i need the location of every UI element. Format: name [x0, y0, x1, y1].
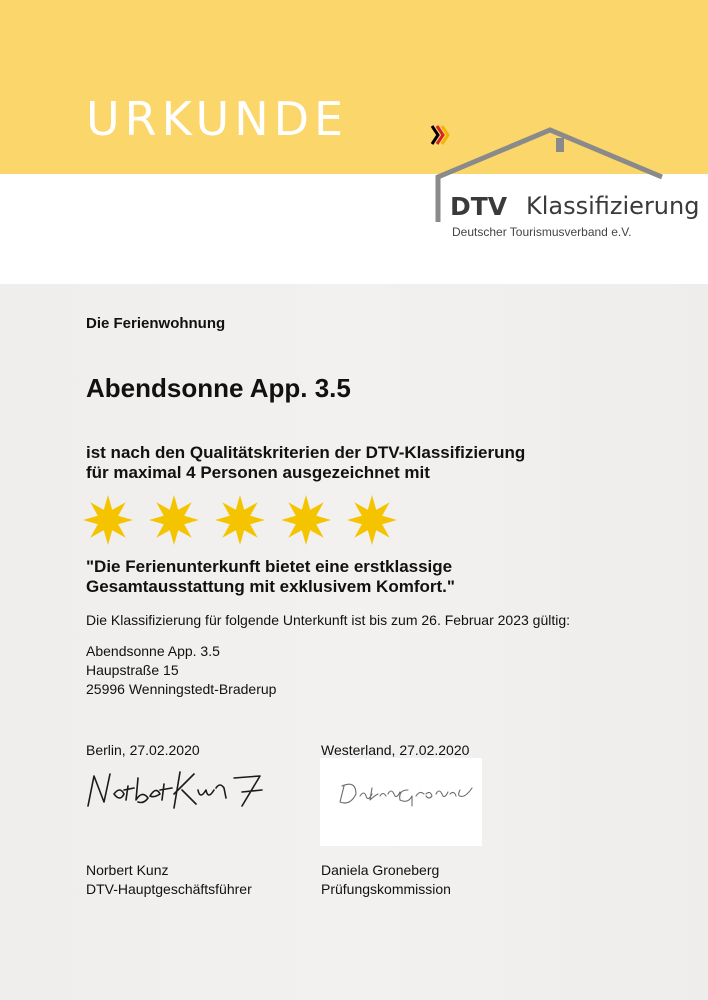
chevron-flag-icon [430, 122, 450, 148]
stars-svg [82, 492, 412, 548]
left-signature [84, 764, 294, 814]
address-line-2: Haupstraße 15 [86, 662, 179, 678]
star-icon [149, 495, 199, 545]
accommodation-type: Die Ferienwohnung [86, 315, 226, 332]
intro-line-2: für maximal 4 Personen ausgezeichnet mit [86, 463, 430, 482]
star-icon [281, 495, 331, 545]
right-signature [320, 758, 482, 846]
property-name: Abendsonne App. 3.5 [86, 373, 351, 403]
right-signer [321, 861, 451, 899]
logo-dtv-text: DTV [450, 192, 508, 221]
star-icon [83, 495, 133, 545]
quote-line-1: "Die Ferienunterkunft bietet eine erstklassige [86, 557, 453, 576]
classification-intro [86, 443, 525, 483]
star-rating [82, 492, 412, 553]
address-line-3: 25996 Wenningstedt-Braderup [86, 681, 277, 697]
left-signer [86, 861, 252, 899]
logo-klassifizierung-text: Klassifizierung [526, 192, 700, 220]
rating-quote [86, 557, 455, 597]
page-title: URKUNDE [86, 92, 349, 146]
intro-line-1: ist nach den Qualitätskriterien der DTV-Klassifizierung [86, 443, 526, 462]
left-signer-role: DTV-Hauptgeschäftsführer [86, 881, 252, 897]
address-line-1: Abendsonne App. 3.5 [86, 643, 220, 659]
quote-line-2: Gesamtausstattung mit exklusivem Komfort." [86, 577, 455, 596]
star-icon [215, 495, 265, 545]
right-signer-role: Prüfungskommission [321, 881, 451, 897]
logo-subtitle: Deutscher Tourismusverband e.V. [452, 225, 632, 239]
dtv-logo [430, 122, 700, 252]
left-signer-name: Norbert Kunz [86, 862, 169, 878]
validity-text: Die Klassifizierung für folgende Unterkunft ist bis zum 26. Februar 2023 gültig: [86, 612, 571, 628]
right-signature-box [320, 758, 482, 846]
right-signer-name: Daniela Groneberg [321, 862, 440, 878]
star-icon [347, 495, 397, 545]
address-block [86, 642, 276, 699]
right-place-date: Westerland, 27.02.2020 [321, 742, 470, 758]
left-place-date: Berlin, 27.02.2020 [86, 742, 200, 758]
